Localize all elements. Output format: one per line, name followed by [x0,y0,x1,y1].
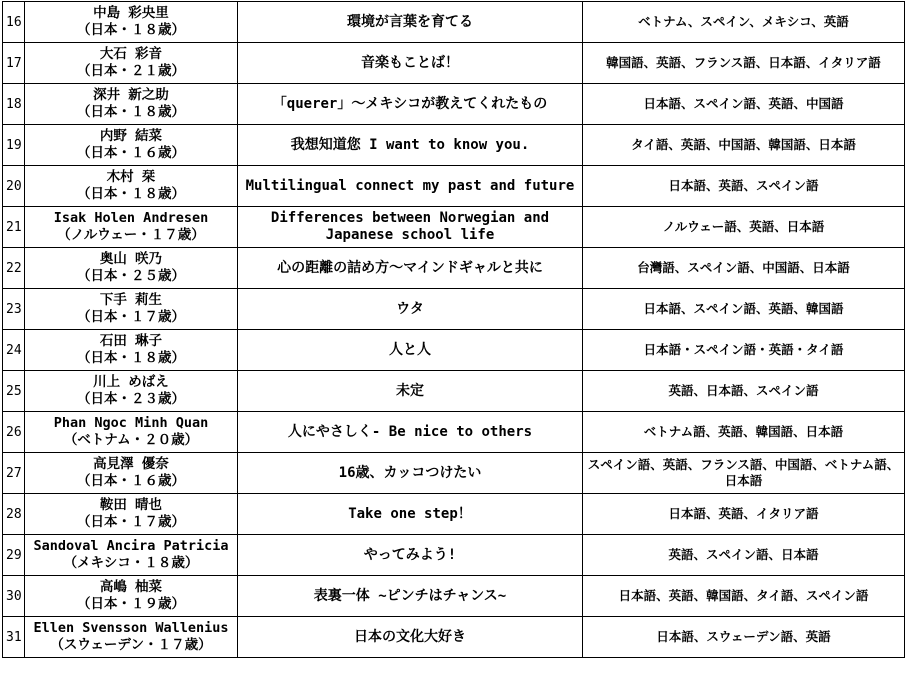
row-number: 21 [3,207,25,248]
speaker-profile: （日本・２１歳） [77,63,185,79]
table-row [3,330,905,371]
languages-cell: 日本語、スペイン語、英語、韓国語 [583,289,905,330]
speaker-name: 川上 めばえ [93,374,169,390]
table-row [3,494,905,535]
table-row [3,576,905,617]
speaker-cell [25,43,238,84]
speech-title: 未定 [238,371,583,412]
speech-title: 人と人 [238,330,583,371]
speaker-cell [25,535,238,576]
speech-title: ウタ [238,289,583,330]
speech-title: 16歳、カッコつけたい [238,453,583,494]
table-row [3,84,905,125]
speaker-table [2,1,905,658]
speaker-name: 鞍田 晴也 [99,497,163,513]
speaker-profile: （日本・２５歳） [77,268,185,284]
speaker-cell [25,412,238,453]
languages-cell: スペイン語、英語、フランス語、中国語、ベトナム語、日本語 [583,453,905,494]
speaker-name: Isak Holen Andresen [53,210,209,226]
row-number: 19 [3,125,25,166]
languages-cell: 日本語、英語、スペイン語 [583,166,905,207]
speaker-profile: （日本・１７歳） [77,514,185,530]
table-row [3,412,905,453]
speaker-profile: （日本・１８歳） [77,22,185,38]
speaker-cell [25,207,238,248]
speaker-cell [25,84,238,125]
languages-cell: ノルウェー語、英語、日本語 [583,207,905,248]
speaker-cell [25,166,238,207]
speaker-cell [25,248,238,289]
speech-title: 環境が言葉を育てる [238,2,583,43]
speaker-name: Ellen Svensson Wallenius [33,620,229,636]
languages-cell: 台灣語、スペイン語、中国語、日本語 [583,248,905,289]
speaker-profile: （日本・１８歳） [77,186,185,202]
languages-cell: ベトナム語、英語、韓国語、日本語 [583,412,905,453]
speaker-cell [25,617,238,658]
row-number: 29 [3,535,25,576]
speaker-profile: （ベトナム・２０歳） [63,432,199,448]
languages-cell: 英語、スペイン語、日本語 [583,535,905,576]
speaker-profile: （ノルウェー・１７歳） [57,227,205,243]
speaker-name: 中島 彩央里 [93,5,169,21]
speaker-name: 深井 新之助 [93,87,169,103]
row-number: 24 [3,330,25,371]
speaker-name: 石田 琳子 [99,333,163,349]
speech-title: 「querer」～メキシコが教えてくれたもの [238,84,583,125]
languages-cell: 日本語、スペイン語、英語、中国語 [583,84,905,125]
row-number: 17 [3,43,25,84]
languages-cell: ベトナム、スペイン、メキシコ、英語 [583,2,905,43]
speaker-profile: （日本・１９歳） [77,596,185,612]
speaker-cell [25,289,238,330]
speaker-profile: （日本・１６歳） [77,473,185,489]
speaker-cell [25,576,238,617]
languages-cell: 英語、日本語、スペイン語 [583,371,905,412]
row-number: 18 [3,84,25,125]
speech-title: 音楽もことば！ [238,43,583,84]
speaker-cell [25,330,238,371]
speaker-profile: （日本・２３歳） [77,391,185,407]
speaker-name: 下手 莉生 [99,292,163,308]
speaker-name: Sandoval Ancira Patricia [33,538,229,554]
row-number: 30 [3,576,25,617]
speaker-name: Phan Ngoc Minh Quan [53,415,209,431]
row-number: 25 [3,371,25,412]
speaker-name: 木村 栞 [106,169,156,185]
table-row [3,166,905,207]
row-number: 16 [3,2,25,43]
speaker-profile: （日本・１７歳） [77,309,185,325]
speech-title: Take one step！ [238,494,583,535]
languages-cell: 日本語、スウェーデン語、英語 [583,617,905,658]
speaker-name: 高見澤 優奈 [93,456,169,472]
speaker-cell [25,494,238,535]
table-row [3,535,905,576]
row-number: 20 [3,166,25,207]
speaker-profile: （スウェーデン・１７歳） [50,637,212,653]
speaker-profile: （日本・１８歳） [77,350,185,366]
speaker-name: 内野 結菜 [99,128,163,144]
speech-title: 日本の文化大好き [238,617,583,658]
row-number: 28 [3,494,25,535]
languages-cell: 日本語・スペイン語・英語・タイ語 [583,330,905,371]
speaker-cell [25,125,238,166]
table-row [3,207,905,248]
speaker-name: 高嶋 柚菜 [99,579,163,595]
languages-cell: タイ語、英語、中国語、韓国語、日本語 [583,125,905,166]
speaker-profile: （日本・１８歳） [77,104,185,120]
row-number: 23 [3,289,25,330]
table-row [3,125,905,166]
row-number: 26 [3,412,25,453]
speaker-name: 奥山 咲乃 [99,251,163,267]
speech-title: Multilingual connect my past and future [238,166,583,207]
speaker-table-body [3,2,905,658]
table-row [3,2,905,43]
table-row [3,617,905,658]
speaker-name: 大石 彩音 [99,46,163,62]
languages-cell: 韓国語、英語、フランス語、日本語、イタリア語 [583,43,905,84]
table-row [3,43,905,84]
table-row [3,248,905,289]
speaker-profile: （日本・１６歳） [77,145,185,161]
row-number: 27 [3,453,25,494]
speaker-cell [25,371,238,412]
languages-cell: 日本語、英語、韓国語、タイ語、スペイン語 [583,576,905,617]
table-row [3,371,905,412]
speech-title: 心の距離の詰め方～マインドギャルと共に [238,248,583,289]
table-row [3,289,905,330]
speech-title: 表裏一体 ~ピンチはチャンス~ [238,576,583,617]
row-number: 22 [3,248,25,289]
speech-title: Differences between Norwegian and Japanese school life [238,207,583,248]
speaker-cell [25,453,238,494]
row-number: 31 [3,617,25,658]
speaker-cell [25,2,238,43]
speech-title: 人にやさしく- Be nice to others [238,412,583,453]
speech-title: 我想知道您 I want to know you. [238,125,583,166]
speech-title: やってみよう! [238,535,583,576]
languages-cell: 日本語、英語、イタリア語 [583,494,905,535]
table-row [3,453,905,494]
speaker-profile: （メキシコ・１８歳） [63,555,199,571]
